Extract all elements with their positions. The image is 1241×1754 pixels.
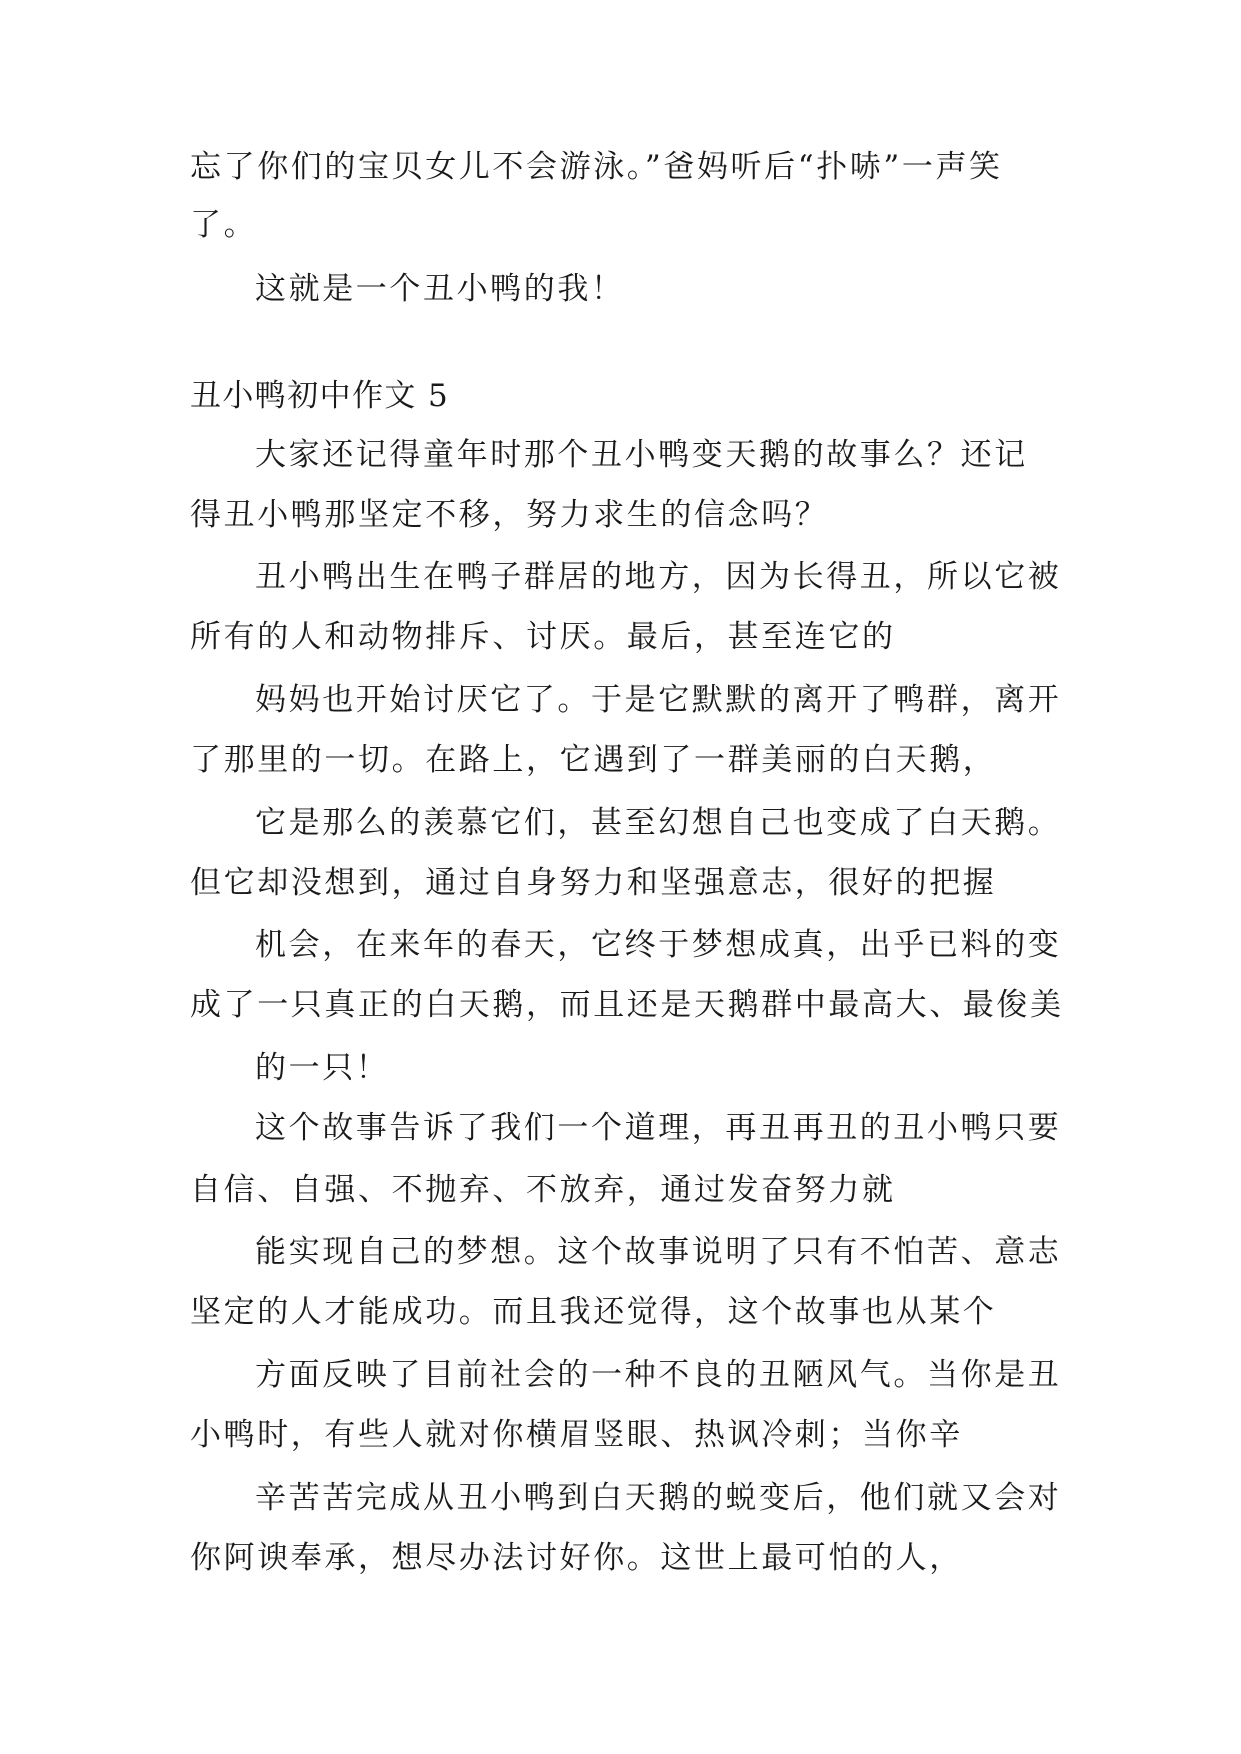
paragraph-line: 所有的人和动物排斥、讨厌。最后，甚至连它的 — [190, 619, 896, 655]
paragraph-line: 坚定的人才能成功。而且我还觉得，这个故事也从某个 — [190, 1294, 997, 1330]
paragraph-line: 忘了你们的宝贝女儿不会游泳。”爸妈听后“扑哧”一声笑 — [190, 149, 1003, 185]
paragraph-line: 它是那么的羡慕它们，甚至幻想自己也变成了白天鹅。 — [255, 805, 1062, 841]
paragraph-line: 方面反映了目前社会的一种不良的丑陋风气。当你是丑 — [255, 1357, 1062, 1393]
paragraph-line: 但它却没想到，通过自身努力和坚强意志，很好的把握 — [190, 865, 997, 901]
section-heading: 丑小鸭初中作文 5 — [190, 378, 450, 414]
paragraph-line: 了那里的一切。在路上，它遇到了一群美丽的白天鹅， — [190, 742, 997, 778]
paragraph-line: 小鸭时，有些人就对你横眉竖眼、热讽冷刺；当你辛 — [190, 1417, 963, 1453]
paragraph-line: 的一只！ — [255, 1050, 390, 1086]
paragraph-line: 这个故事告诉了我们一个道理，再丑再丑的丑小鸭只要 — [255, 1110, 1062, 1146]
paragraph-line: 你阿谀奉承，想尽办法讨好你。这世上最可怕的人， — [190, 1540, 963, 1576]
paragraph-line: 妈妈也开始讨厌它了。于是它默默的离开了鸭群，离开 — [255, 682, 1062, 718]
paragraph-line: 辛苦苦完成从丑小鸭到白天鹅的蜕变后，他们就又会对 — [255, 1480, 1062, 1516]
paragraph-line: 自信、自强、不抛弃、不放弃，通过发奋努力就 — [190, 1172, 896, 1208]
paragraph-line: 了。 — [190, 207, 258, 243]
paragraph-line: 丑小鸭出生在鸭子群居的地方，因为长得丑，所以它被 — [255, 559, 1062, 595]
paragraph-line: 能实现自己的梦想。这个故事说明了只有不怕苦、意志 — [255, 1234, 1062, 1270]
paragraph-line: 大家还记得童年时那个丑小鸭变天鹅的故事么？还记 — [255, 437, 1028, 473]
paragraph-line: 这就是一个丑小鸭的我！ — [255, 271, 625, 307]
paragraph-line: 成了一只真正的白天鹅，而且还是天鹅群中最高大、最俊美 — [190, 987, 1064, 1023]
paragraph-line: 机会，在来年的春天，它终于梦想成真，出乎已料的变 — [255, 927, 1062, 963]
paragraph-line: 得丑小鸭那坚定不移，努力求生的信念吗？ — [190, 497, 829, 533]
